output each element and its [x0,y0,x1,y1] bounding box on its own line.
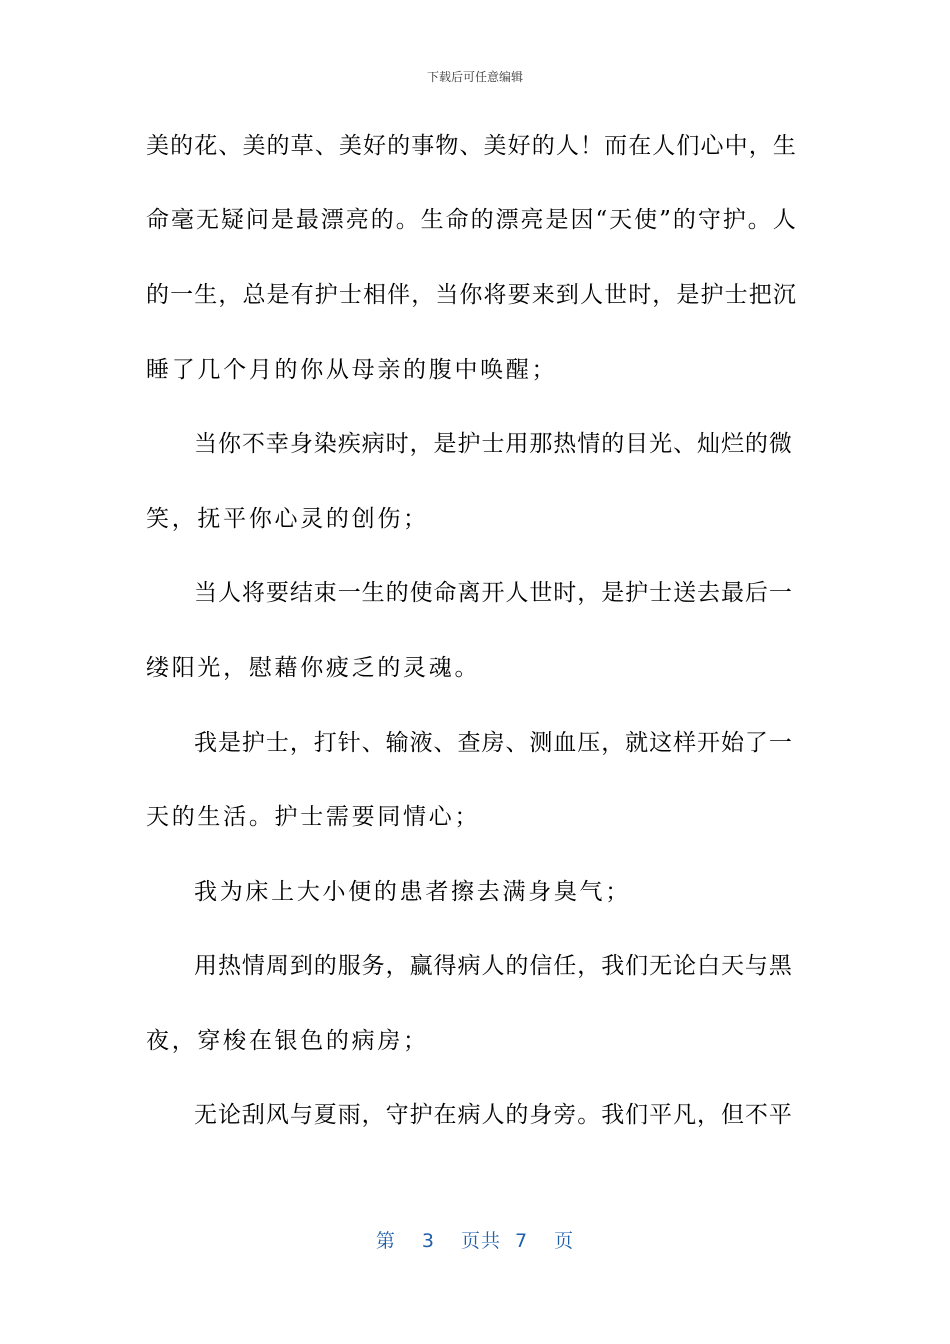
text-line: 缕 阳 光 ， 慰 藉 你 疲 乏 的 灵 魂 。 [146,655,481,681]
text-line: 命 毫 无 疑 问 是 最 漂 亮 的 。 生 命 的 漂 亮 是 因 “ 天 使 ” 的 守 护 。 人 [146,207,796,233]
text-line: 睡 了 几 个 月 的 你 从 母 亲 的 腹 中 唤 醒 ； [146,357,558,383]
text-line: 用 热 情 周 到 的 服 务 ， 赢 得 病 人 的 信 任 ， 我 们 无 论 白 天 与 黑 [194,953,792,979]
text-line: 夜 ， 穿 梭 在 银 色 的 病 房 ； [146,1028,429,1054]
text-line: 美 的 花 、 美 的 草 、 美 好 的 事 物 、 美 好 的 人 ！ 而 在 人 们 心 中 ， 生 [146,133,796,159]
page-footer [0,1226,950,1253]
text-line: 我 为 床 上 大 小 便 的 患 者 擦 去 满 身 臭 气 ； [194,879,631,905]
page-label-prefix: 第 [375,1230,396,1252]
page-current: 3 [421,1230,435,1252]
text-line: 笑 ， 抚 平 你 心 灵 的 创 伤 ； [146,506,429,532]
text-line: 无 论 刮 风 与 夏 雨 ， 守 护 在 病 人 的 身 旁 。 我 们 平 凡 ， 但 不 平 [194,1102,792,1128]
header-note: 下载后可任意编辑 [426,70,523,84]
text-line: 的 一 生 ， 总 是 有 护 士 相 伴 ， 当 你 将 要 来 到 人 世 时 ， 是 护 士 把 沉 [146,282,796,308]
page-label-mid: 页共 [460,1230,501,1252]
text-line: 天 的 生 活 。 护 士 需 要 同 情 心 ； [146,804,481,830]
text-line: 我 是 护 士 ， 打 针 、 输 液 、 查 房 、 测 血 压 ， 就 这 样 开 始 了 一 [194,730,792,756]
text-line: 当 人 将 要 结 束 一 生 的 使 命 离 开 人 世 时 ， 是 护 士 送 去 最 后 一 [194,580,792,606]
text-line: 当 你 不 幸 身 染 疾 病 时 ， 是 护 士 用 那 热 情 的 目 光 、 灿 烂 的 微 [194,431,792,457]
page-total: 7 [515,1230,529,1252]
page-label-suffix: 页 [554,1230,575,1252]
